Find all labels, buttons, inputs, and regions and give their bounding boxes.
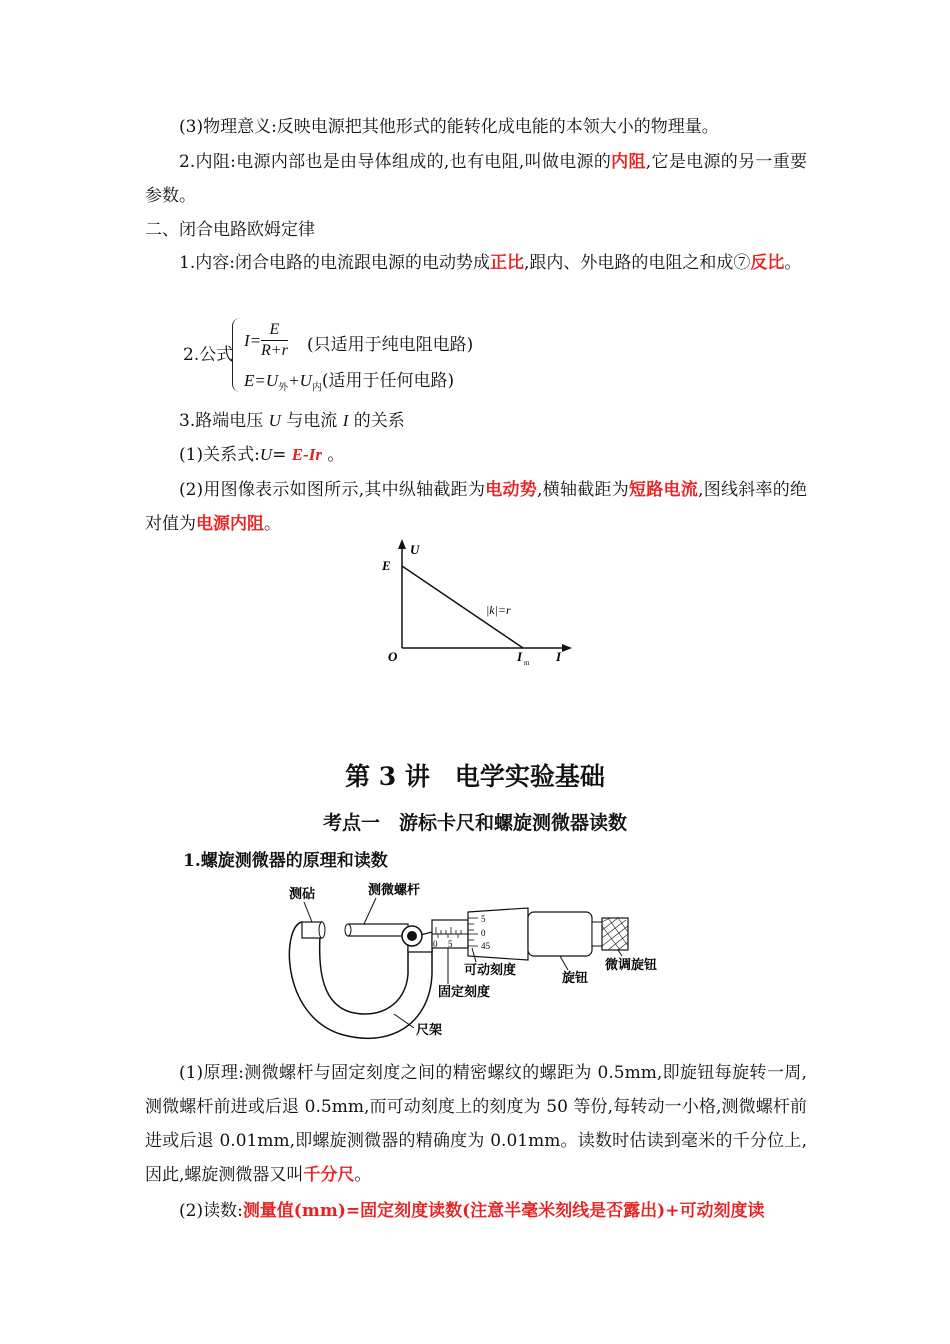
text: (适用于任何电路) — [321, 371, 455, 391]
denominator: R+r — [261, 342, 288, 359]
text: ,横轴截距为 — [537, 480, 629, 500]
highlight: 千分尺 — [303, 1165, 355, 1185]
e-label: E — [382, 558, 391, 573]
tick-5-label: 5 — [481, 914, 486, 924]
tick-0-label: 0 — [481, 928, 486, 938]
fixed-scale-label: 固定刻度 — [438, 984, 491, 999]
slope-label: |k|=r — [486, 603, 511, 617]
frame-label: 尺架 — [416, 1022, 443, 1037]
paragraph-physical-meaning: (3)物理意义:反映电源把其他形式的能转化成电能的本领大小的物理量。 — [179, 117, 719, 137]
x-label: I — [556, 649, 562, 664]
anvil-label: 测砧 — [289, 886, 316, 901]
text: (2)用图像表示如图所示,其中纵轴截距为 — [179, 480, 486, 500]
knob — [528, 912, 592, 956]
symbol: U — [268, 411, 281, 430]
symbol: I — [342, 411, 349, 430]
formula-line-2 — [244, 366, 454, 393]
fixed-5-label: 5 — [448, 939, 453, 949]
formula-note-1: (只适用于纯电阻电路) — [307, 335, 474, 355]
brace — [232, 318, 243, 392]
paragraph-principle — [145, 1056, 807, 1192]
spindle — [348, 924, 408, 936]
section-heading: 二、闭合电路欧姆定律 — [145, 220, 315, 240]
highlight: 短路电流 — [629, 480, 699, 500]
paragraph-ohm-law — [145, 246, 807, 280]
numerator: E — [261, 320, 288, 341]
text: 3.路端电压 — [179, 411, 269, 431]
paragraph-terminal-voltage — [145, 404, 807, 438]
topic-title: 考点一 游标卡尺和螺旋测微器读数 — [322, 812, 627, 834]
leader — [560, 956, 568, 970]
text: 。 — [321, 445, 345, 465]
highlight: 正比 — [489, 253, 524, 273]
text: ,它是电源的另一重要参数。 — [145, 152, 808, 206]
fixed-0-label: 0 — [433, 939, 438, 949]
text: 的关系 — [348, 411, 405, 431]
text: +U — [288, 371, 312, 390]
lock-knob — [407, 931, 417, 941]
micrometer-diagram — [280, 874, 670, 1049]
tick-45-label: 45 — [481, 941, 490, 951]
im-label: I — [517, 649, 523, 664]
leader — [304, 902, 312, 922]
fraction — [261, 320, 288, 361]
highlight: 内阻 — [611, 152, 646, 172]
text: = — [272, 445, 292, 465]
origin-label: O — [388, 649, 398, 664]
y-arrow — [398, 539, 406, 549]
y-label: U — [410, 542, 420, 557]
fine-knob-label: 微调旋钮 — [605, 957, 658, 972]
formula-lhs: I= — [244, 331, 262, 350]
highlight: 测量值(mm)=固定刻度读数(注意半毫米刻线是否露出)+可动刻度读 — [242, 1201, 765, 1221]
paragraph-reading — [145, 1194, 807, 1228]
text: (1)关系式: — [179, 445, 260, 465]
knob-label: 旋钮 — [562, 970, 589, 985]
paragraph-graph-desc — [145, 473, 807, 541]
highlight: E-Ir — [291, 445, 322, 464]
symbol: U — [259, 445, 273, 464]
knob-neck — [592, 922, 602, 946]
text: 。 — [784, 253, 802, 273]
text: (2)读数: — [179, 1201, 243, 1221]
highlight: 电源内阻 — [196, 514, 264, 534]
text: 1.内容:闭合电路的电流跟电源的电动势成 — [179, 253, 490, 273]
movable-scale-label: 可动刻度 — [464, 962, 517, 977]
formula-label: 2.公式 — [183, 345, 234, 365]
text: ,跟内、外电路的电阻之和成 — [523, 253, 734, 273]
subsection-heading: 1.螺旋测微器的原理和读数 — [183, 851, 388, 871]
text: ,图线斜率的绝对值为 — [145, 480, 808, 534]
text: 。 — [354, 1165, 372, 1185]
subscript: 内 — [311, 382, 322, 394]
spindle-face — [345, 924, 351, 936]
paragraph-internal-resistance — [145, 145, 807, 213]
highlight: 电动势 — [485, 480, 538, 500]
im-subscript: m — [524, 659, 530, 667]
paragraph-relation — [145, 438, 807, 472]
text: E=U — [244, 371, 279, 390]
leader — [364, 898, 376, 924]
text: 与电流 — [280, 411, 343, 431]
text: 。 — [264, 514, 281, 534]
text: (1)原理:测微螺杆与固定刻度之间的精密螺纹的螺距为 0.5mm,即旋钮每旋转一周,测微螺杆前进或后退 0.5mm,而可动刻度上的刻度为 50 等份,每转动一小格,测微螺杆前进或后退 0.01mm,即螺旋测微器的精确度为 0.01mm。读数时估读到毫米的千分位上,因此,螺旋测微器又叫 — [145, 1063, 807, 1185]
highlight: 反比 — [750, 253, 785, 273]
x-arrow — [562, 644, 572, 652]
ui-graph — [370, 535, 580, 670]
subscript: 外 — [278, 382, 289, 394]
circle-number: ⑦ — [733, 253, 751, 273]
lecture-title: 第 3 讲 电学实验基础 — [345, 762, 605, 791]
leader — [618, 950, 622, 956]
anvil-face — [319, 922, 325, 938]
text: 2.内阻:电源内部也是由导体组成的,也有电阻,叫做电源的 — [179, 152, 612, 172]
spindle-label: 测微螺杆 — [368, 882, 421, 897]
